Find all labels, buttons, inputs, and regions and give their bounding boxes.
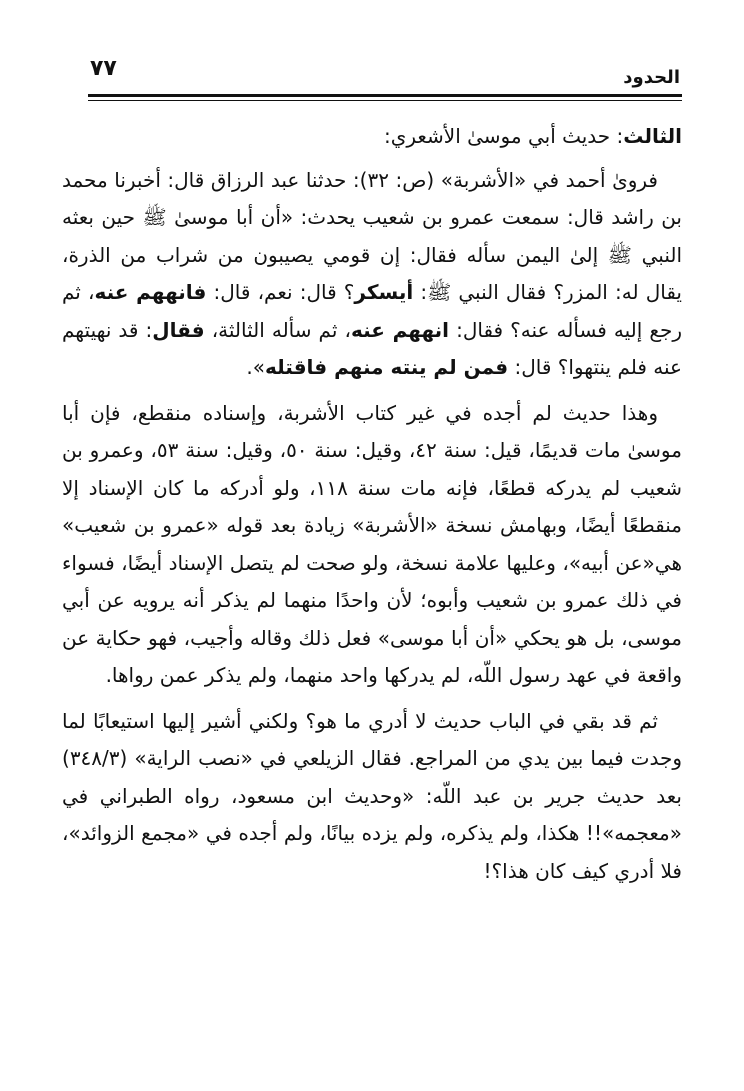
page-body xyxy=(62,118,682,898)
text-run: ، ثم رجع إليه فسأله عنه؟ فقال: xyxy=(62,280,683,342)
header-rule-thick xyxy=(88,94,682,97)
section-title: : حديث أبي موسىٰ الأشعري: xyxy=(383,124,624,148)
paragraph-hadith-text xyxy=(62,162,682,387)
text-run: ، ثم سأله الثالثة، xyxy=(204,317,351,342)
bold-run: أيسكر xyxy=(354,280,414,304)
bold-run: فانههم عنه xyxy=(94,280,207,304)
page-number: ٧٧ xyxy=(90,56,117,81)
text-run: : قد نهيتهم عنه فلم ينتهوا؟ قال: xyxy=(62,317,682,379)
section-label: الثالث xyxy=(623,124,682,148)
bold-run: فقال xyxy=(152,317,205,342)
text-run: ». xyxy=(246,355,265,379)
page-header xyxy=(90,52,680,92)
header-rule-thin xyxy=(88,100,682,101)
text-run: ؟ قال: نعم، قال: xyxy=(206,280,355,304)
paragraph-remaining-hadith: ثم قد بقي في الباب حديث لا أدري ما هو؟ ولكني أشير إليها استيعابًا لما وجدت فيما بين يدي من المراجع. فقال الزيلعي في «نصب الراية» (٣٤٨/٣) بعد حديث جرير بن عبد اللّه: «وحديث ابن مسعود، رواه الطبراني في «معجمه»!! هكذا، ولم يذكره، ولم يزده بيانًا، ولم أجده في «مجمع الزوائد»، فلا أدري كيف كان هذا؟! xyxy=(62,708,682,883)
bold-run: فمن لم ينته منهم فاقتله xyxy=(264,355,509,379)
bold-run: انههم عنه xyxy=(350,317,450,342)
section-heading xyxy=(62,118,682,156)
paragraph-isnad-analysis: وهذا حديث لم أجده في غير كتاب الأشربة، وإسناده منقطع، فإن أبا موسىٰ مات قديمًا، قيل: سنة ٤٢، وقيل: سنة ٥٠، وقيل: سنة ٥٣، وعمرو بن شعيب لم يدركه قطعًا، فإنه مات سنة ١١٨، ولو أدركه ما كان الإسناد إلا منقطعًا أيضًا، وبهامش نسخة «الأشربة» زيادة بعد قوله «عمرو بن شعيب» هي«عن أبيه»، وعليها علامة نسخة، ولو صحت لم يتصل الإسناد أيضًا، فسواء في ذلك عمرو بن شعيب وأبوه؛ لأن واحدًا منهما لم يذكر أنه يرويه عن أبي موسى، بل هو يحكي «أن أبا موسى» فعل ذلك وقاله وأجيب، فهو حكاية عن واقعة في عهد رسول اللّه، لم يدركها واحد منهما، ولم يذكر عمن رواها. xyxy=(62,400,682,687)
running-title: الحدود xyxy=(623,67,680,88)
text-run: فرویٰ أحمد في «الأشربة» (ص: ٣٢): حدثنا عبد الرزاق قال: أخبرنا محمد بن راشد قال: سمعت عمرو بن شعيب يحدث: «أن أبا موسىٰ ﷺ حين بعثه النبي ﷺ إلىٰ اليمن سأله فقال: إن قومي يصيبون من شراب من الذرة، يقال له: المزر؟ فقال النبي ﷺ: xyxy=(62,167,682,304)
